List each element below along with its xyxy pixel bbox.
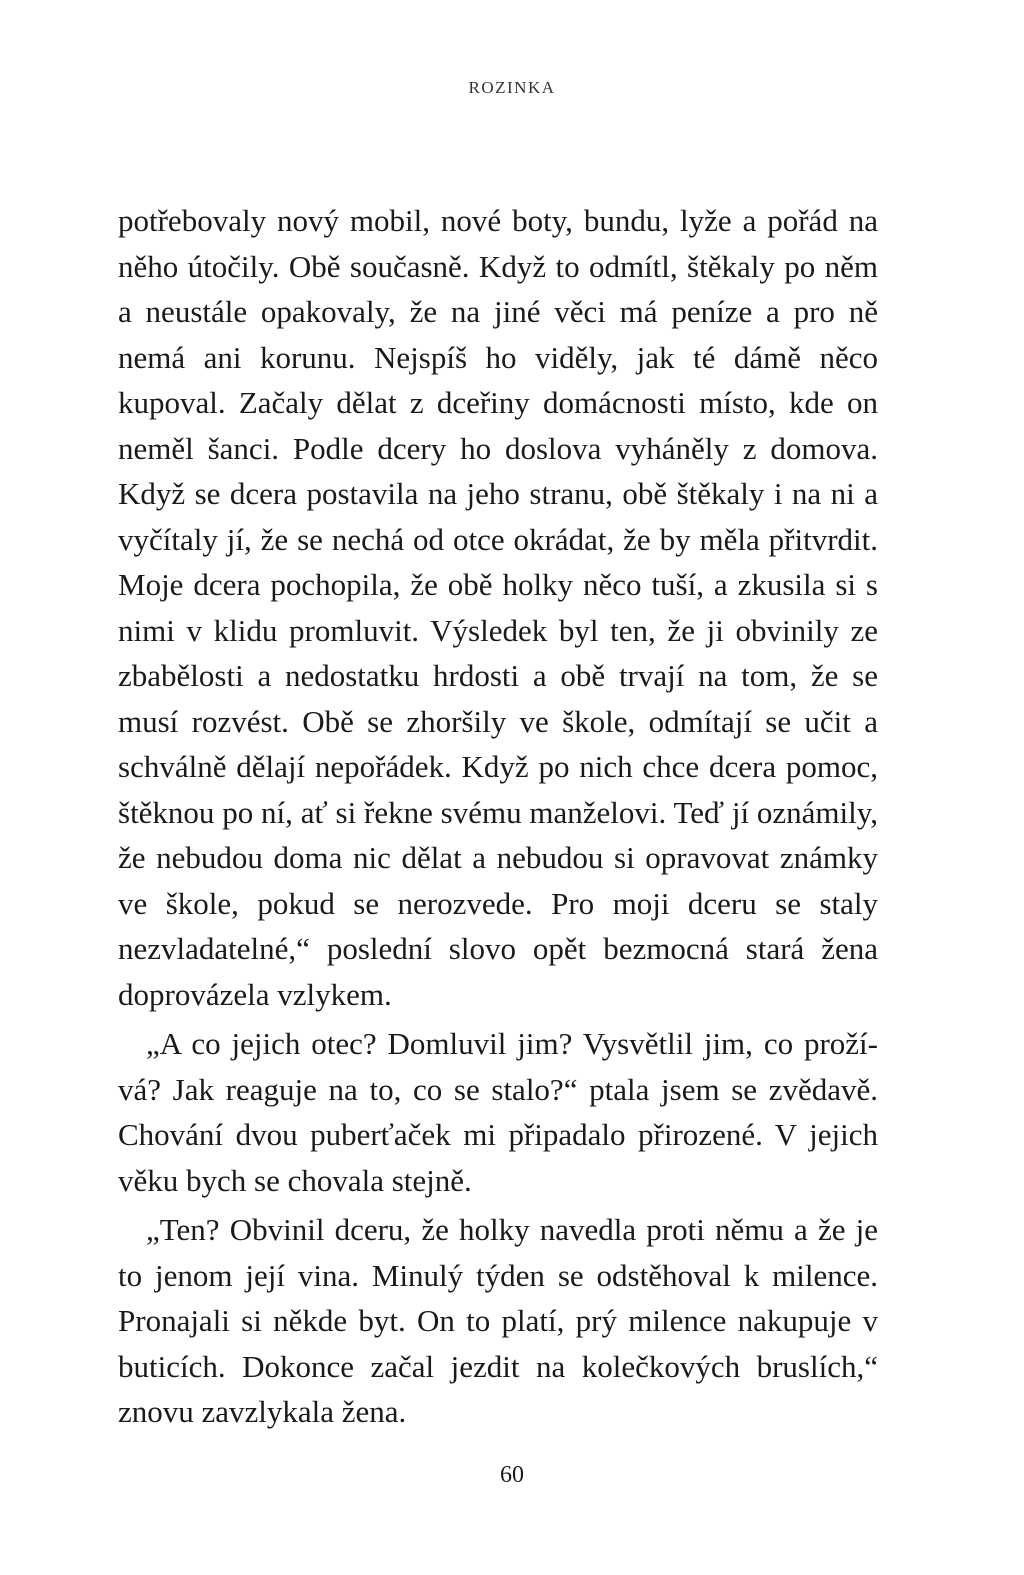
paragraph-3: „Ten? Obvinil dceru, že holky navedla proti němu a že je to jenom její vina. Minulý týden se odstěhoval k milence. Pronajali si někde byt. On to platí, prý milence nakupuje v buticích. Dokonce začal jezdit na kolečkových bruslích,“ znovu zavzlykala žena.	[118, 1212, 878, 1429]
page-number: 60	[500, 1462, 524, 1488]
running-head-title: ROZINKA	[468, 78, 556, 97]
paragraph-2: „A co jejich otec? Domluvil jim? Vysvětlil jim, co prožívá? Jak reaguje na to, co se stalo?“ ptala jsem se zvědavě. Chování dvou puberťaček mi připadalo přirozené. V jejich věku bych se chovala stejně.	[118, 1026, 878, 1198]
body-text	[118, 198, 878, 1435]
paragraph-1: potřebovaly nový mobil, nové boty, bundu, lyže a pořád na něho útočily. Obě současně. Když to odmítl, štěkaly po něm a neustále opakovaly, že na jiné věci má peníze a pro ně nemá ani korunu. Nejspíš ho viděly, jak té dámě něco kupoval. Začaly dělat z dceřiny domácnosti místo, kde on neměl šanci. Podle dcery ho doslova vyháněly z domova. Když se dcera postavila na jeho stranu, obě štěkaly i na ni a vyčítaly jí, že se nechá od otce okrádat, že by měla přitvrdit. Moje dcera pochopila, že obě holky něco tuší, a zkusila si s nimi v klidu promluvit. Výsledek byl ten, že ji obvinily ze zbabělosti a nedostatku hrdosti a obě trvají na tom, že se musí rozvést. Obě se zhoršily ve škole, odmítají se učit a schválně dělají nepořádek. Když po nich chce dcera pomoc, štěknou po ní, ať si řekne svému manželovi. Teď jí oznámily, že nebudou doma nic dělat a nebudou si opravovat známky ve škole, pokud se nerozvede. Pro moji dceru se staly nezvladatelné,“ poslední slovo opět bezmocná stará žena doprovázela vzlykem.	[118, 203, 878, 1012]
